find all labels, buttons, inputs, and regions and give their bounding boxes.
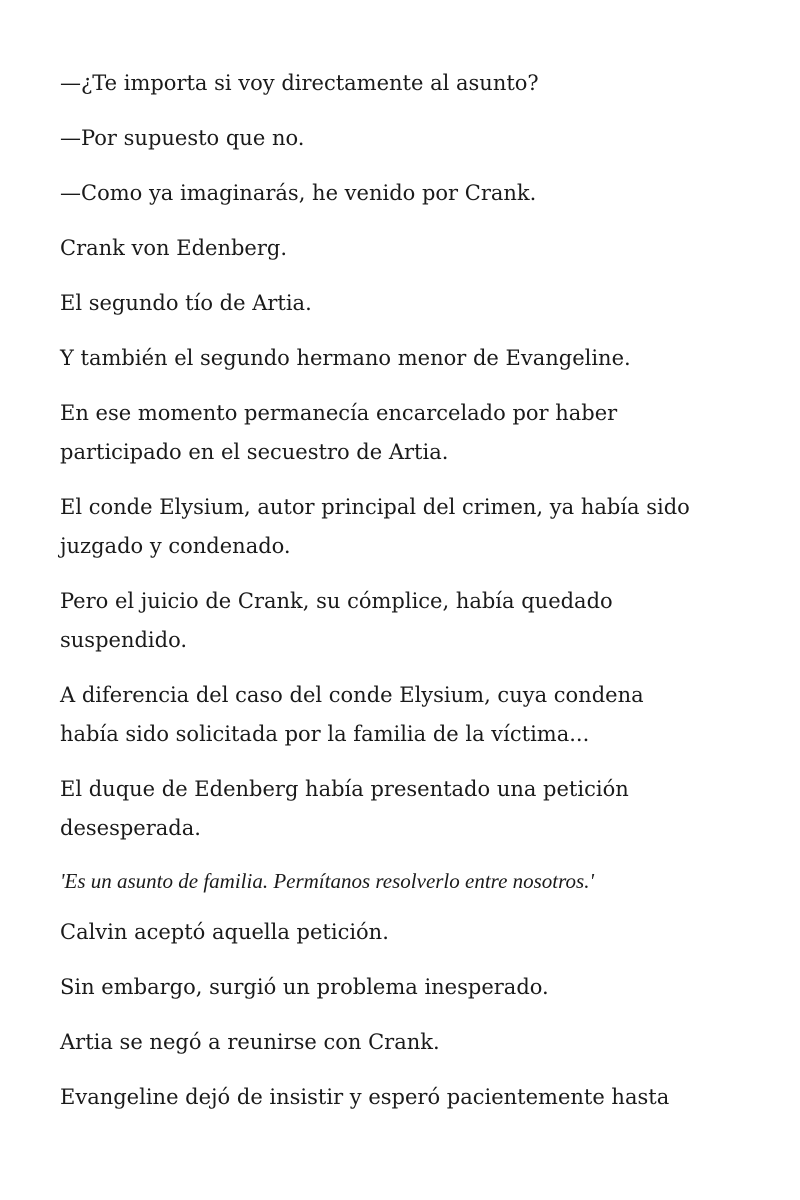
text-line: Evangeline dejó de insistir y esperó pacientemente hasta <box>60 1085 670 1109</box>
text-line: había sido solicitada por la familia de la víctima... <box>60 722 590 746</box>
text-line: —Como ya imaginarás, he venido por Crank. <box>60 181 537 205</box>
paragraph-2 <box>60 119 760 158</box>
paragraph-15 <box>60 1023 760 1062</box>
text-line: 'Es un asunto de familia. Permítanos resolverlo entre nosotros.' <box>60 869 594 893</box>
paragraph-14 <box>60 968 760 1007</box>
text-line: desesperada. <box>60 816 201 840</box>
text-line: Calvin aceptó aquella petición. <box>60 920 389 944</box>
text-line: Artia se negó a reunirse con Crank. <box>60 1030 440 1054</box>
text-line: En ese momento permanecía encarcelado por haber <box>60 401 618 425</box>
paragraph-3 <box>60 174 760 213</box>
paragraph-5 <box>60 284 760 323</box>
text-line: Pero el juicio de Crank, su cómplice, había quedado <box>60 589 613 613</box>
paragraph-12-quote <box>60 866 760 896</box>
paragraph-6 <box>60 339 760 378</box>
paragraph-8 <box>60 488 760 566</box>
text-line: participado en el secuestro de Artia. <box>60 440 449 464</box>
text-line: Crank von Edenberg. <box>60 236 288 260</box>
paragraph-9 <box>60 582 760 660</box>
text-line: juzgado y condenado. <box>60 534 291 558</box>
paragraph-4 <box>60 229 760 268</box>
paragraph-13 <box>60 913 760 952</box>
paragraph-7 <box>60 394 760 472</box>
text-line: El conde Elysium, autor principal del crimen, ya había sido <box>60 495 690 519</box>
text-line: suspendido. <box>60 628 188 652</box>
text-line: —Por supuesto que no. <box>60 126 305 150</box>
text-line: Sin embargo, surgió un problema inesperado. <box>60 975 549 999</box>
text-line: Y también el segundo hermano menor de Evangeline. <box>60 346 631 370</box>
paragraph-11 <box>60 770 760 848</box>
text-line: A diferencia del caso del conde Elysium, cuya condena <box>60 683 644 707</box>
document-page <box>60 0 760 1200</box>
paragraph-1 <box>60 64 760 103</box>
paragraph-10 <box>60 676 760 754</box>
text-line: El duque de Edenberg había presentado una petición <box>60 777 629 801</box>
text-line: El segundo tío de Artia. <box>60 291 312 315</box>
text-line: —¿Te importa si voy directamente al asunto? <box>60 71 539 95</box>
paragraph-16 <box>60 1078 760 1117</box>
